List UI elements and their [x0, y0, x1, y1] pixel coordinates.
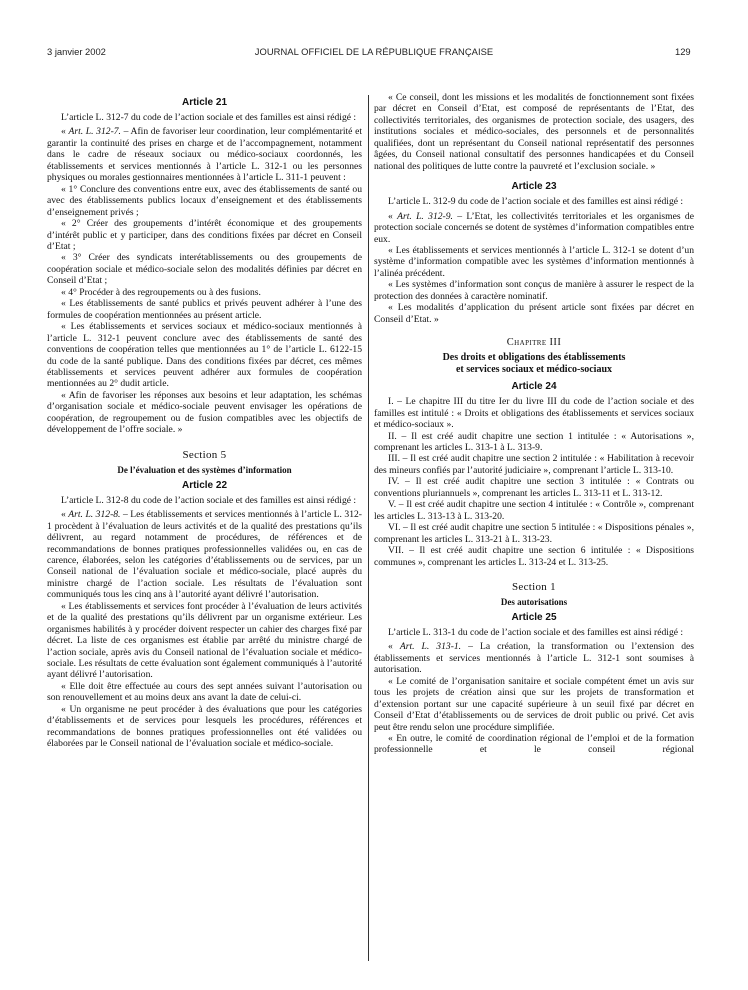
article-22-paragraph: « Ce conseil, dont les missions et les modalités de fonctionnement sont fixées par décret en Conseil d’Etat, est composé de représentants de l’Etat, des collectivités territoriales, des organismes de protection sociale, des usagers, des institutions sociales et médico-sociales, des personnels et de personnalités qualifiées, dont un représentant du Conseil national représentatif des personnes âgées, du Conseil national consultatif des personnes handicapées et du Conseil national des politiques de lutte contre la pauvreté et l’exclusion sociale. »: [374, 92, 694, 172]
article-reference: Art. L. 313-1.: [399, 641, 462, 653]
article-24-paragraph: VII. – Il est créé audit chapitre une section 6 intitulée : « Dispositions communes », comprenant les articles L. 313-24 et L. 313-25.: [374, 545, 694, 568]
article-reference: Art. L. 312-7.: [68, 126, 121, 138]
article-21-intro: L’article L. 312-7 du code de l’action sociale et des familles est ainsi rédigé :: [61, 112, 357, 123]
chapter-3-subtitle: Des droits et obligations des établissements et services sociaux et médico-sociaux: [442, 352, 626, 376]
article-reference: Art. L. 312-9.: [397, 210, 453, 222]
article-22-paragraph: « Les établissements et services font procéder à l’évaluation de leurs activités et de la qualité des prestations qu’ils délivrent par un organisme extérieur. Les organismes habilités à y procéder doivent respecter un cahier des charges fixé par décret. La liste de ces organismes est établie par arrêté du ministre chargé de l’action sociale, après avis du Conseil national de l’évaluation sociale et médico-sociale. Les résultats de cette évaluation sont également communiqués à l’autorité ayant délivré l’autorisation.: [47, 600, 362, 681]
article-21-paragraph: « 3° Créer des syndicats interétablissements ou des groupements de coopération sociale et médico-sociale selon des modalités définies par décret en Conseil d’Etat ;: [47, 252, 362, 287]
section-1-subtitle: Des autorisations: [500, 596, 568, 607]
article-22-paragraph: « Art. L. 312-8. – Les établissements et services mentionnés à l’article L. 312-1 procèdent à l’évaluation de leurs activités et de la qualité des prestations qu’ils délivrent, au regard notamment de procédures, de références et de recommandations de bonnes pratiques professionnelles validées ou, en cas de carence, élaborées, selon les catégories d’établissements ou de services, par un Conseil national de l’évaluation sociale et médico-sociale, placé auprès du ministre chargé de l’action sociale. Les résultats de l’évaluation sont communiqués tous les cinq ans à l’autorité ayant délivré l’autorisation.: [47, 509, 362, 601]
page-number: 129: [675, 46, 691, 57]
journal-title: JOURNAL OFFICIEL DE LA RÉPUBLIQUE FRANÇAISE: [254, 46, 494, 57]
article-23-paragraph: « Art. L. 312-9. – L’Etat, les collectivités territoriales et les organismes de protection sociale concernés se dotent de systèmes d’information compatibles entre eux.: [374, 210, 694, 245]
column-divider: [368, 95, 369, 961]
article-21-paragraph: « Art. L. 312-7. – Afin de favoriser leur coordination, leur complémentarité et garantir la continuité des prises en charge et de l’accompagnement, notamment dans le cadre de réseaux sociaux ou médico-sociaux coordonnés, les établissements et services mentionnés à l’article L. 312-1 ou les personnes physiques ou morales gestionnaires mentionnées à l’article L. 311-1 peuvent :: [47, 126, 362, 184]
article-21-paragraph: « Les établissements de santé publics et privés peuvent adhérer à l’une des formules de coopération mentionnées au présent article.: [47, 298, 362, 321]
article-23-paragraph: « Les établissements et services mentionnés à l’article L. 312-1 se dotent d’un système d’information compatible avec les systèmes d’information mentionnés à l’alinéa précédent.: [374, 244, 694, 279]
article-22-title: Article 22: [181, 479, 228, 491]
article-21-paragraph: « 2° Créer des groupements d’intérêt économique et des groupements d’intérêt public et y participer, dans des conditions fixées par décret en Conseil d’Etat ;: [47, 218, 362, 252]
section-5-title: Section 5: [182, 448, 227, 461]
article-23-paragraph: « Les systèmes d’information sont conçus de manière à assurer le respect de la protection des données à caractère nominatif.: [374, 279, 694, 302]
article-reference: Art. L. 312-8.: [68, 509, 121, 521]
article-25-paragraph: « Art. L. 313-1. – La création, la transformation ou l’extension des établissements et services mentionnés à l’article L. 312-1 sont soumises à autorisation.: [374, 641, 694, 676]
article-22-paragraph: « Elle doit être effectuée au cours des sept années suivant l’autorisation ou son renouvellement et au moins deux ans avant la date de celui-ci.: [47, 680, 362, 704]
article-24-paragraph: III. – Il est créé audit chapitre une section 2 intitulée : « Habilitation à recevoir des mineurs confiés par l’autorité judiciaire », comprenant l’article L. 313-10.: [374, 453, 694, 476]
article-21-paragraph: « Les établissements et services sociaux et médico-sociaux mentionnés à l’article L. 312-1 peuvent conclure avec des établissements de santé des conventions de coopération telles que mentionnées au 1° de l’article L. 6122-15 du code de la santé publique. Dans des conditions fixées par décret, ces mêmes établissements et services peuvent adhérer aux formules de coopération mentionnées au 2° dudit article.: [47, 321, 362, 390]
section-5-subtitle: De l’évaluation et des systèmes d’information: [117, 464, 292, 475]
article-21-paragraph: « Afin de favoriser les réponses aux besoins et leur adaptation, les schémas d’organisation sociale et médico-sociale peuvent envisager les opérations de coopération, de regroupement ou de fusion compatibles avec les objectifs de développement de l’offre sociale. »: [47, 389, 362, 436]
article-22-intro: L’article L. 312-8 du code de l’action sociale et des familles est ainsi rédigé :: [61, 494, 357, 506]
article-23-intro: L’article L. 312-9 du code de l’action sociale et des familles est ainsi rédigé :: [388, 196, 684, 208]
article-24-paragraph: II. – Il est créé audit chapitre une section 1 intitulée : « Autorisations », comprenant les articles L. 313-1 à L. 313-9.: [374, 430, 694, 453]
article-25-paragraph: « En outre, le comité de coordination régional de l’emploi et de la formation professionnelle et le conseil régional: [374, 733, 694, 756]
chapter-3-title: Chapitre III: [506, 337, 562, 349]
article-25-title: Article 25: [511, 611, 557, 623]
article-24-paragraph: IV. – Il est créé audit chapitre une section 3 intitulée : « Contrats ou conventions pluriannuels », comprenant les articles L. 313-11 et L. 313-12.: [374, 476, 694, 499]
issue-date: 3 janvier 2002: [47, 46, 106, 57]
section-1-title: Section 1: [512, 580, 556, 593]
article-23-paragraph: « Les modalités d’application du présent article sont fixées par décret en Conseil d’Etat. »: [374, 302, 694, 325]
article-24-paragraph: VI. – Il est créé audit chapitre une section 5 intitulée : « Dispositions pénales », comprenant les articles L. 313-21 à L. 313-23.: [374, 522, 694, 545]
right-column: [374, 92, 694, 756]
article-25-paragraph: « Le comité de l’organisation sanitaire et sociale compétent émet un avis sur tous les projets de création ainsi que sur les projets de transformation et d’extension portant sur une capacité supérieure à un seuil fixé par décret en Conseil d’Etat d’établissements ou de services de droit public ou privé. Cet avis peut être rendu selon une procédure simplifiée.: [374, 675, 694, 733]
article-22-paragraph: « Un organisme ne peut procéder à des évaluations que pour les catégories d’établissements et de services pour lesquels les procédures, références et recommandations de bonnes pratiques professionnelles ont été validées ou élaborées par le Conseil national de l’évaluation sociale et médico-sociale.: [47, 703, 362, 750]
article-24-title: Article 24: [511, 381, 557, 393]
article-21-title: Article 21: [181, 97, 228, 108]
article-23-title: Article 23: [511, 181, 557, 193]
article-24-paragraph: V. – Il est créé audit chapitre une section 4 intitulée : « Contrôle », comprenant les articles L. 313-13 à L. 313-20.: [374, 499, 694, 522]
left-column: [47, 97, 362, 750]
article-25-intro: L’article L. 313-1 du code de l’action sociale et des familles est ainsi rédigé :: [388, 626, 684, 638]
article-21-paragraph: « 4° Procéder à des regroupements ou à des fusions.: [61, 286, 261, 298]
page-header: [0, 46, 748, 60]
article-24-paragraph: I. – Le chapitre III du titre Ier du livre III du code de l’action sociale et des familles est intitulé : « Droits et obligations des établissements et services sociaux et médico-sociaux ».: [374, 396, 694, 431]
article-21-paragraph: « 1° Conclure des conventions entre eux, avec des établissements de santé ou avec des établissements publics locaux d’enseignement et des établissements d’enseignement privés ;: [47, 183, 362, 218]
